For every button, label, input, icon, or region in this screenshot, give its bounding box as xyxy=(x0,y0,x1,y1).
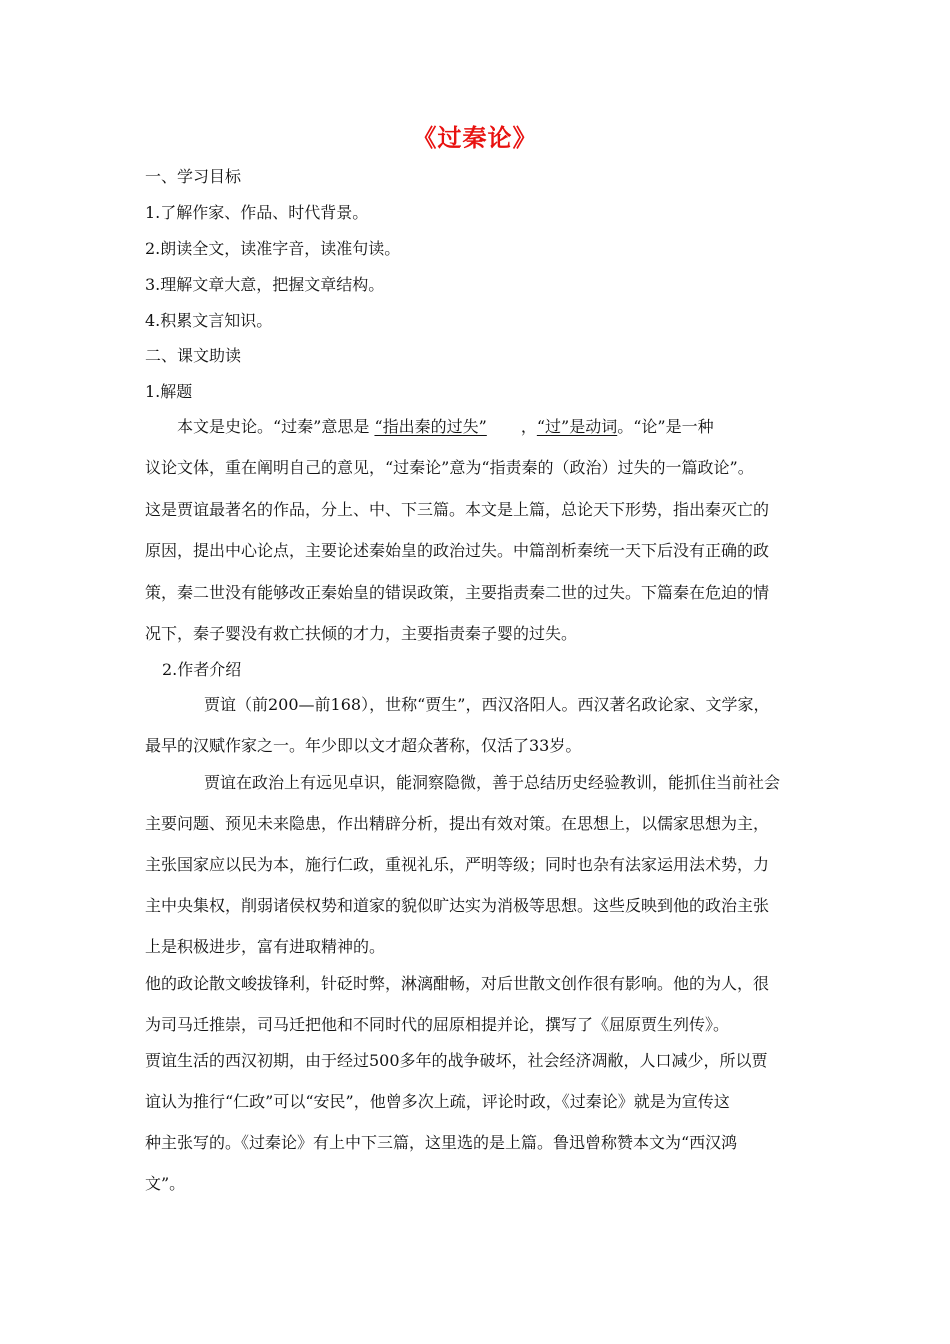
underlined-answer: “指出秦的过失” xyxy=(374,417,487,436)
paragraph-line: 文”。 xyxy=(145,1174,186,1193)
section-heading-reading: 二、课文助读 xyxy=(145,346,242,365)
subheading-title-explain: 1.解题 xyxy=(145,382,193,401)
paragraph-line: 主要问题、预见未来隐患，作出精辟分析，提出有效对策。在思想上，以儒家思想为主， xyxy=(145,814,770,833)
paragraph-line: 原因，提出中心论点，主要论述秦始皇的政治过失。中篇剖析秦统一天下后没有正确的政 xyxy=(145,541,770,560)
goal-item: 1.了解作家、作品、时代背景。 xyxy=(145,203,369,222)
document-title: 《过秦论》 xyxy=(412,123,538,152)
paragraph-line xyxy=(177,414,714,437)
goal-item: 2.朗读全文，读准字音，读准句读。 xyxy=(145,239,401,258)
paragraph-line: 贾谊在政治上有远见卓识，能洞察隐微，善于总结历史经验教训，能抓住当前社会 xyxy=(204,773,781,792)
text-run: 。“论”是一种 xyxy=(617,417,714,436)
text-run: ， xyxy=(520,417,537,436)
paragraph-line: 策，秦二世没有能够改正秦始皇的错误政策，主要指责秦二世的过失。下篇秦在危迫的情 xyxy=(145,583,770,602)
paragraph-line: 议论文体，重在阐明自己的意见，“过秦论”意为“指责秦的（政治）过失的一篇政论”。 xyxy=(145,458,754,477)
paragraph-line: 种主张写的。《过秦论》有上中下三篇，这里选的是上篇。鲁迅曾称赞本文为“西汉鸿 xyxy=(145,1133,738,1152)
paragraph-line: 况下，秦子婴没有救亡扶倾的才力，主要指责秦子婴的过失。 xyxy=(145,624,578,643)
goal-item: 3.理解文章大意，把握文章结构。 xyxy=(145,275,385,294)
paragraph-line: 谊认为推行“仁政”可以“安民”，他曾多次上疏，评论时政，《过秦论》就是为宣传这 xyxy=(145,1092,730,1111)
paragraph-line: 最早的汉赋作家之一。年少即以文才超众著称，仅活了33岁。 xyxy=(145,736,582,755)
paragraph-line: 贾谊生活的西汉初期，由于经过500多年的战争破坏，社会经济凋敝，人口减少，所以贾 xyxy=(145,1051,768,1070)
paragraph-line: 主张国家应以民为本，施行仁政，重视礼乐，严明等级；同时也杂有法家运用法术势，力 xyxy=(145,855,770,874)
text-run: 本文是史论。“过秦”意思是 xyxy=(177,417,375,436)
underlined-answer: “过”是动词 xyxy=(536,417,618,436)
section-heading-goals: 一、学习目标 xyxy=(145,167,242,186)
paragraph-line: 主中央集权，削弱诸侯权势和道家的貌似旷达实为消极等思想。这些反映到他的政治主张 xyxy=(145,896,770,915)
paragraph-line: 这是贾谊最著名的作品，分上、中、下三篇。本文是上篇，总论天下形势，指出秦灭亡的 xyxy=(145,500,770,519)
paragraph-line: 他的政论散文峻拔锋利，针砭时弊，淋漓酣畅，对后世散文创作很有影响。他的为人，很 xyxy=(145,974,770,993)
subheading-author: 2.作者介绍 xyxy=(162,660,242,679)
paragraph-line: 贾谊（前200—前168），世称“贾生”，西汉洛阳人。西汉著名政论家、文学家， xyxy=(204,695,770,714)
paragraph-line: 为司马迁推崇，司马迁把他和不同时代的屈原相提并论，撰写了《屈原贾生列传》。 xyxy=(145,1015,730,1034)
goal-item: 4.积累文言知识。 xyxy=(145,311,273,330)
paragraph-line: 上是积极进步，富有进取精神的。 xyxy=(145,937,386,956)
